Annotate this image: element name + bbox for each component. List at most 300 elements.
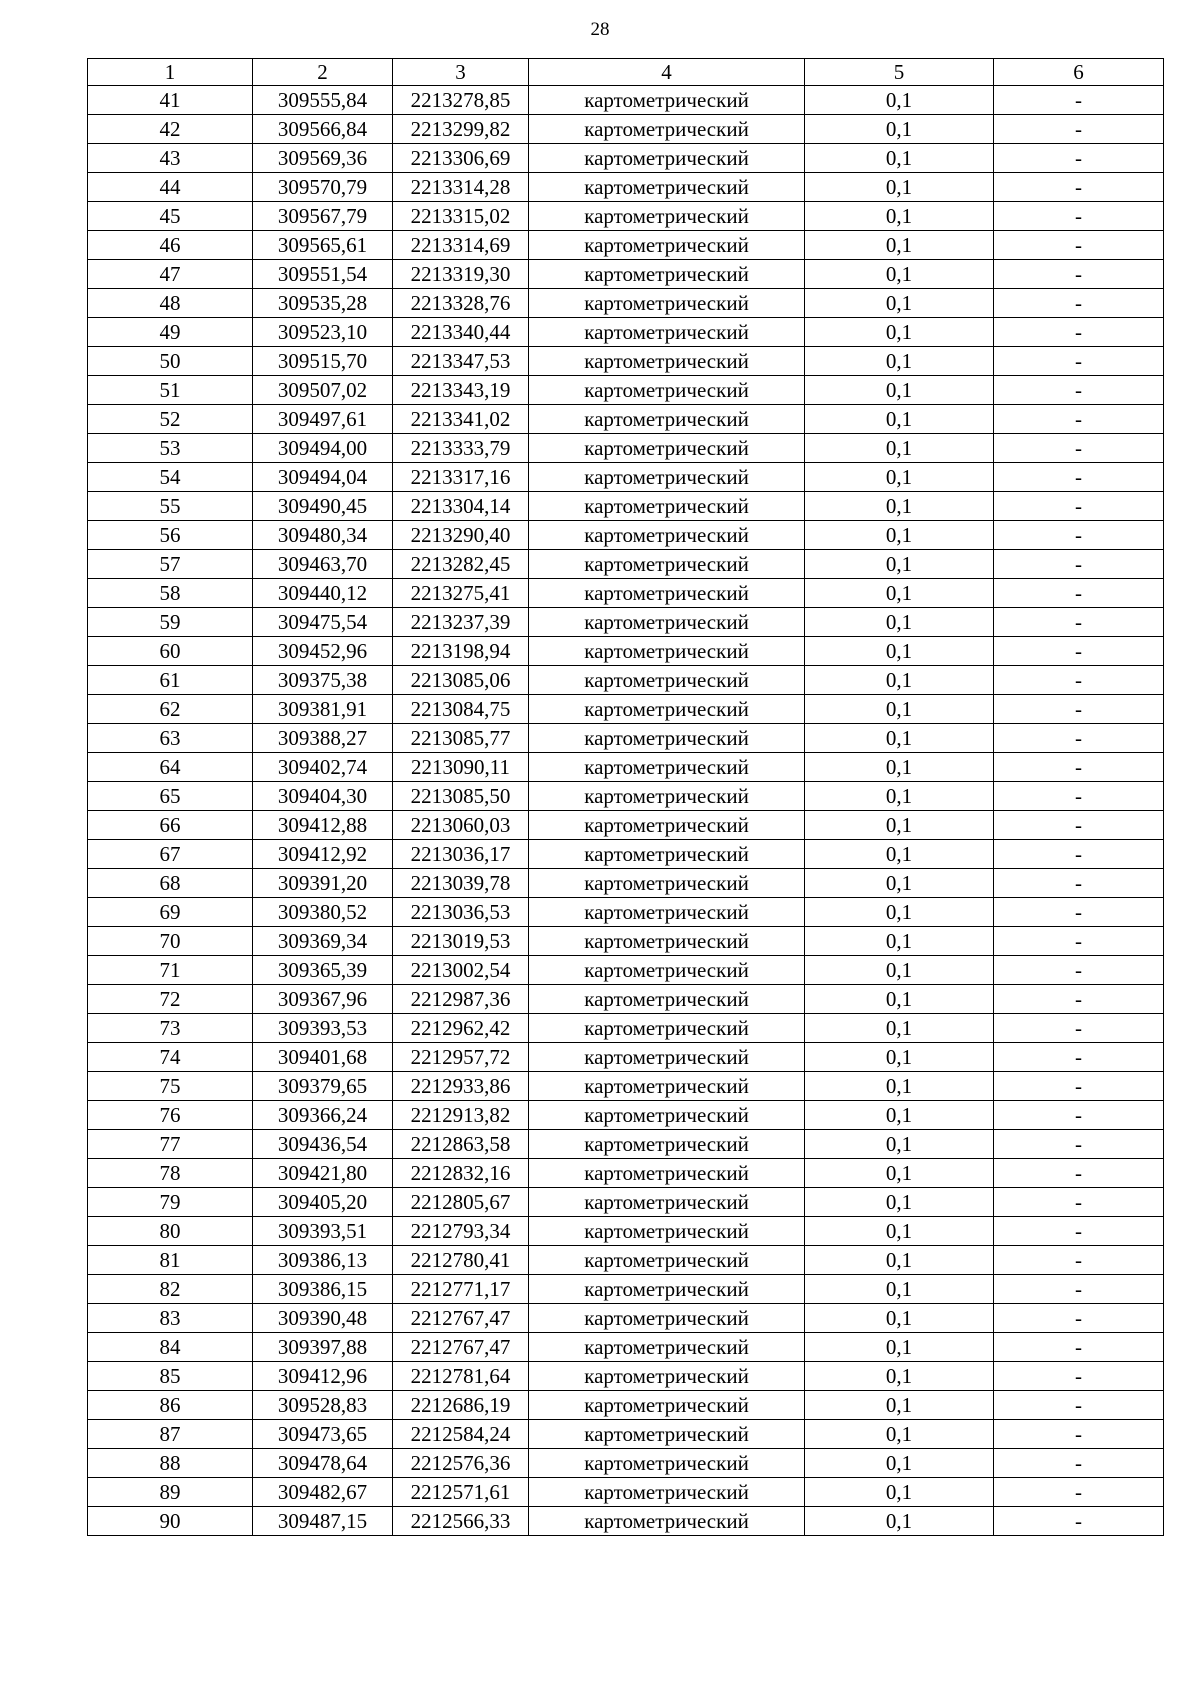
table-row [88, 1362, 1164, 1391]
description-cell: - [994, 666, 1164, 695]
x-coordinate-cell: 309497,61 [253, 405, 393, 434]
x-coordinate-cell: 309440,12 [253, 579, 393, 608]
header-row [88, 59, 1164, 86]
table-row [88, 1159, 1164, 1188]
y-coordinate-cell: 2213278,85 [393, 86, 529, 115]
x-coordinate-cell: 309393,51 [253, 1217, 393, 1246]
table-row [88, 1072, 1164, 1101]
accuracy-cell: 0,1 [805, 1362, 994, 1391]
x-coordinate-cell: 309380,52 [253, 898, 393, 927]
method-cell: картометрический [529, 1101, 805, 1130]
y-coordinate-cell: 2213275,41 [393, 579, 529, 608]
table-row [88, 927, 1164, 956]
table-row [88, 985, 1164, 1014]
accuracy-cell: 0,1 [805, 1217, 994, 1246]
x-coordinate-cell: 309366,24 [253, 1101, 393, 1130]
y-coordinate-cell: 2213317,16 [393, 463, 529, 492]
accuracy-cell: 0,1 [805, 811, 994, 840]
accuracy-cell: 0,1 [805, 1101, 994, 1130]
description-cell: - [994, 1217, 1164, 1246]
x-coordinate-cell: 309386,15 [253, 1275, 393, 1304]
accuracy-cell: 0,1 [805, 434, 994, 463]
point-number-cell: 49 [88, 318, 253, 347]
y-coordinate-cell: 2213314,69 [393, 231, 529, 260]
point-number-cell: 61 [88, 666, 253, 695]
table-row [88, 666, 1164, 695]
description-cell: - [994, 1507, 1164, 1536]
accuracy-cell: 0,1 [805, 318, 994, 347]
accuracy-cell: 0,1 [805, 666, 994, 695]
table-row [88, 695, 1164, 724]
description-cell: - [994, 144, 1164, 173]
table-row [88, 550, 1164, 579]
method-cell: картометрический [529, 231, 805, 260]
method-cell: картометрический [529, 144, 805, 173]
method-cell: картометрический [529, 463, 805, 492]
method-cell: картометрический [529, 86, 805, 115]
description-cell: - [994, 1130, 1164, 1159]
x-coordinate-cell: 309555,84 [253, 86, 393, 115]
x-coordinate-cell: 309381,91 [253, 695, 393, 724]
x-coordinate-cell: 309475,54 [253, 608, 393, 637]
accuracy-cell: 0,1 [805, 202, 994, 231]
table-row [88, 811, 1164, 840]
table-row [88, 521, 1164, 550]
description-cell: - [994, 202, 1164, 231]
description-cell: - [994, 318, 1164, 347]
accuracy-cell: 0,1 [805, 782, 994, 811]
y-coordinate-cell: 2213340,44 [393, 318, 529, 347]
method-cell: картометрический [529, 521, 805, 550]
description-cell: - [994, 1043, 1164, 1072]
x-coordinate-cell: 309388,27 [253, 724, 393, 753]
x-coordinate-cell: 309365,39 [253, 956, 393, 985]
x-coordinate-cell: 309566,84 [253, 115, 393, 144]
accuracy-cell: 0,1 [805, 1507, 994, 1536]
description-cell: - [994, 1014, 1164, 1043]
method-cell: картометрический [529, 608, 805, 637]
y-coordinate-cell: 2213333,79 [393, 434, 529, 463]
accuracy-cell: 0,1 [805, 347, 994, 376]
method-cell: картометрический [529, 1478, 805, 1507]
point-number-cell: 82 [88, 1275, 253, 1304]
description-cell: - [994, 753, 1164, 782]
page-number: 28 [590, 19, 610, 40]
point-number-cell: 75 [88, 1072, 253, 1101]
description-cell: - [994, 869, 1164, 898]
x-coordinate-cell: 309528,83 [253, 1391, 393, 1420]
table-row [88, 173, 1164, 202]
table-row [88, 463, 1164, 492]
method-cell: картометрический [529, 811, 805, 840]
point-number-cell: 62 [88, 695, 253, 724]
description-cell: - [994, 1101, 1164, 1130]
description-cell: - [994, 927, 1164, 956]
description-cell: - [994, 1362, 1164, 1391]
accuracy-cell: 0,1 [805, 86, 994, 115]
y-coordinate-cell: 2213198,94 [393, 637, 529, 666]
y-coordinate-cell: 2212767,47 [393, 1304, 529, 1333]
accuracy-cell: 0,1 [805, 579, 994, 608]
y-coordinate-cell: 2213304,14 [393, 492, 529, 521]
table-row [88, 608, 1164, 637]
description-cell: - [994, 115, 1164, 144]
method-cell: картометрический [529, 1275, 805, 1304]
method-cell: картометрический [529, 550, 805, 579]
point-number-cell: 50 [88, 347, 253, 376]
point-number-cell: 78 [88, 1159, 253, 1188]
accuracy-cell: 0,1 [805, 898, 994, 927]
y-coordinate-cell: 2213039,78 [393, 869, 529, 898]
accuracy-cell: 0,1 [805, 1130, 994, 1159]
x-coordinate-cell: 309570,79 [253, 173, 393, 202]
method-cell: картометрический [529, 173, 805, 202]
y-coordinate-cell: 2212781,64 [393, 1362, 529, 1391]
table-row [88, 376, 1164, 405]
point-number-cell: 43 [88, 144, 253, 173]
point-number-cell: 68 [88, 869, 253, 898]
y-coordinate-cell: 2212576,36 [393, 1449, 529, 1478]
x-coordinate-cell: 309551,54 [253, 260, 393, 289]
accuracy-cell: 0,1 [805, 869, 994, 898]
point-number-cell: 58 [88, 579, 253, 608]
method-cell: картометрический [529, 579, 805, 608]
y-coordinate-cell: 2213282,45 [393, 550, 529, 579]
method-cell: картометрический [529, 492, 805, 521]
y-coordinate-cell: 2213347,53 [393, 347, 529, 376]
accuracy-cell: 0,1 [805, 1188, 994, 1217]
description-cell: - [994, 1449, 1164, 1478]
y-coordinate-cell: 2213019,53 [393, 927, 529, 956]
point-number-cell: 60 [88, 637, 253, 666]
description-cell: - [994, 811, 1164, 840]
method-cell: картометрический [529, 869, 805, 898]
description-cell: - [994, 86, 1164, 115]
method-cell: картометрический [529, 376, 805, 405]
point-number-cell: 76 [88, 1101, 253, 1130]
method-cell: картометрический [529, 637, 805, 666]
table-row [88, 1420, 1164, 1449]
x-coordinate-cell: 309412,88 [253, 811, 393, 840]
point-number-cell: 65 [88, 782, 253, 811]
y-coordinate-cell: 2213085,50 [393, 782, 529, 811]
point-number-cell: 45 [88, 202, 253, 231]
method-cell: картометрический [529, 289, 805, 318]
y-coordinate-cell: 2212566,33 [393, 1507, 529, 1536]
method-cell: картометрический [529, 260, 805, 289]
method-cell: картометрический [529, 724, 805, 753]
description-cell: - [994, 1072, 1164, 1101]
description-cell: - [994, 1333, 1164, 1362]
table-row [88, 869, 1164, 898]
y-coordinate-cell: 2213237,39 [393, 608, 529, 637]
y-coordinate-cell: 2212913,82 [393, 1101, 529, 1130]
method-cell: картометрический [529, 1130, 805, 1159]
description-cell: - [994, 434, 1164, 463]
table-row [88, 1275, 1164, 1304]
accuracy-cell: 0,1 [805, 1043, 994, 1072]
description-cell: - [994, 1391, 1164, 1420]
accuracy-cell: 0,1 [805, 1159, 994, 1188]
method-cell: картометрический [529, 1333, 805, 1362]
description-cell: - [994, 1246, 1164, 1275]
point-number-cell: 83 [88, 1304, 253, 1333]
column-header: 3 [393, 59, 529, 86]
table-row [88, 1217, 1164, 1246]
accuracy-cell: 0,1 [805, 1391, 994, 1420]
method-cell: картометрический [529, 1014, 805, 1043]
x-coordinate-cell: 309367,96 [253, 985, 393, 1014]
y-coordinate-cell: 2213343,19 [393, 376, 529, 405]
x-coordinate-cell: 309494,04 [253, 463, 393, 492]
description-cell: - [994, 1420, 1164, 1449]
table-row [88, 231, 1164, 260]
method-cell: картометрический [529, 956, 805, 985]
x-coordinate-cell: 309379,65 [253, 1072, 393, 1101]
description-cell: - [994, 405, 1164, 434]
method-cell: картометрический [529, 782, 805, 811]
table-row [88, 86, 1164, 115]
accuracy-cell: 0,1 [805, 173, 994, 202]
x-coordinate-cell: 309452,96 [253, 637, 393, 666]
x-coordinate-cell: 309436,54 [253, 1130, 393, 1159]
x-coordinate-cell: 309507,02 [253, 376, 393, 405]
y-coordinate-cell: 2213328,76 [393, 289, 529, 318]
accuracy-cell: 0,1 [805, 260, 994, 289]
accuracy-cell: 0,1 [805, 637, 994, 666]
accuracy-cell: 0,1 [805, 1333, 994, 1362]
table-row [88, 637, 1164, 666]
column-header: 2 [253, 59, 393, 86]
x-coordinate-cell: 309482,67 [253, 1478, 393, 1507]
description-cell: - [994, 231, 1164, 260]
x-coordinate-cell: 309515,70 [253, 347, 393, 376]
accuracy-cell: 0,1 [805, 724, 994, 753]
x-coordinate-cell: 309478,64 [253, 1449, 393, 1478]
point-number-cell: 66 [88, 811, 253, 840]
point-number-cell: 63 [88, 724, 253, 753]
y-coordinate-cell: 2213306,69 [393, 144, 529, 173]
table-row [88, 724, 1164, 753]
description-cell: - [994, 898, 1164, 927]
accuracy-cell: 0,1 [805, 1275, 994, 1304]
table-row [88, 405, 1164, 434]
y-coordinate-cell: 2212933,86 [393, 1072, 529, 1101]
point-number-cell: 59 [88, 608, 253, 637]
description-cell: - [994, 1188, 1164, 1217]
y-coordinate-cell: 2212584,24 [393, 1420, 529, 1449]
x-coordinate-cell: 309412,96 [253, 1362, 393, 1391]
x-coordinate-cell: 309405,20 [253, 1188, 393, 1217]
point-number-cell: 67 [88, 840, 253, 869]
method-cell: картометрический [529, 666, 805, 695]
accuracy-cell: 0,1 [805, 144, 994, 173]
table-row [88, 579, 1164, 608]
y-coordinate-cell: 2213314,28 [393, 173, 529, 202]
method-cell: картометрический [529, 1246, 805, 1275]
y-coordinate-cell: 2213315,02 [393, 202, 529, 231]
table-row [88, 289, 1164, 318]
method-cell: картометрический [529, 1072, 805, 1101]
column-header: 1 [88, 59, 253, 86]
description-cell: - [994, 289, 1164, 318]
table-row [88, 1014, 1164, 1043]
accuracy-cell: 0,1 [805, 956, 994, 985]
table-row [88, 434, 1164, 463]
method-cell: картометрический [529, 405, 805, 434]
table-row [88, 1478, 1164, 1507]
description-cell: - [994, 579, 1164, 608]
coordinates-table [87, 58, 1164, 1536]
description-cell: - [994, 1275, 1164, 1304]
y-coordinate-cell: 2213299,82 [393, 115, 529, 144]
point-number-cell: 84 [88, 1333, 253, 1362]
point-number-cell: 80 [88, 1217, 253, 1246]
point-number-cell: 41 [88, 86, 253, 115]
point-number-cell: 54 [88, 463, 253, 492]
x-coordinate-cell: 309565,61 [253, 231, 393, 260]
point-number-cell: 46 [88, 231, 253, 260]
description-cell: - [994, 173, 1164, 202]
table-row [88, 1507, 1164, 1536]
table-row [88, 492, 1164, 521]
point-number-cell: 56 [88, 521, 253, 550]
point-number-cell: 55 [88, 492, 253, 521]
table-body [88, 86, 1164, 1536]
description-cell: - [994, 724, 1164, 753]
accuracy-cell: 0,1 [805, 927, 994, 956]
column-header: 4 [529, 59, 805, 86]
accuracy-cell: 0,1 [805, 1246, 994, 1275]
y-coordinate-cell: 2212805,67 [393, 1188, 529, 1217]
y-coordinate-cell: 2213290,40 [393, 521, 529, 550]
method-cell: картометрический [529, 898, 805, 927]
y-coordinate-cell: 2213090,11 [393, 753, 529, 782]
y-coordinate-cell: 2213085,06 [393, 666, 529, 695]
x-coordinate-cell: 309390,48 [253, 1304, 393, 1333]
y-coordinate-cell: 2212771,17 [393, 1275, 529, 1304]
table-row [88, 840, 1164, 869]
y-coordinate-cell: 2213085,77 [393, 724, 529, 753]
x-coordinate-cell: 309535,28 [253, 289, 393, 318]
x-coordinate-cell: 309391,20 [253, 869, 393, 898]
y-coordinate-cell: 2212767,47 [393, 1333, 529, 1362]
method-cell: картометрический [529, 202, 805, 231]
point-number-cell: 48 [88, 289, 253, 318]
point-number-cell: 71 [88, 956, 253, 985]
description-cell: - [994, 521, 1164, 550]
description-cell: - [994, 1304, 1164, 1333]
accuracy-cell: 0,1 [805, 985, 994, 1014]
point-number-cell: 64 [88, 753, 253, 782]
point-number-cell: 70 [88, 927, 253, 956]
point-number-cell: 79 [88, 1188, 253, 1217]
method-cell: картометрический [529, 318, 805, 347]
method-cell: картометрический [529, 434, 805, 463]
point-number-cell: 81 [88, 1246, 253, 1275]
accuracy-cell: 0,1 [805, 463, 994, 492]
method-cell: картометрический [529, 1159, 805, 1188]
description-cell: - [994, 1159, 1164, 1188]
y-coordinate-cell: 2213036,53 [393, 898, 529, 927]
point-number-cell: 42 [88, 115, 253, 144]
y-coordinate-cell: 2212962,42 [393, 1014, 529, 1043]
y-coordinate-cell: 2213341,02 [393, 405, 529, 434]
description-cell: - [994, 260, 1164, 289]
x-coordinate-cell: 309404,30 [253, 782, 393, 811]
x-coordinate-cell: 309473,65 [253, 1420, 393, 1449]
point-number-cell: 88 [88, 1449, 253, 1478]
accuracy-cell: 0,1 [805, 492, 994, 521]
y-coordinate-cell: 2213002,54 [393, 956, 529, 985]
x-coordinate-cell: 309402,74 [253, 753, 393, 782]
point-number-cell: 90 [88, 1507, 253, 1536]
description-cell: - [994, 782, 1164, 811]
y-coordinate-cell: 2212987,36 [393, 985, 529, 1014]
accuracy-cell: 0,1 [805, 695, 994, 724]
point-number-cell: 69 [88, 898, 253, 927]
description-cell: - [994, 637, 1164, 666]
accuracy-cell: 0,1 [805, 521, 994, 550]
method-cell: картометрический [529, 840, 805, 869]
y-coordinate-cell: 2212832,16 [393, 1159, 529, 1188]
table-row [88, 956, 1164, 985]
accuracy-cell: 0,1 [805, 608, 994, 637]
x-coordinate-cell: 309369,34 [253, 927, 393, 956]
x-coordinate-cell: 309386,13 [253, 1246, 393, 1275]
method-cell: картометрический [529, 1449, 805, 1478]
x-coordinate-cell: 309401,68 [253, 1043, 393, 1072]
table-row [88, 753, 1164, 782]
accuracy-cell: 0,1 [805, 289, 994, 318]
accuracy-cell: 0,1 [805, 376, 994, 405]
point-number-cell: 44 [88, 173, 253, 202]
description-cell: - [994, 550, 1164, 579]
x-coordinate-cell: 309487,15 [253, 1507, 393, 1536]
y-coordinate-cell: 2212780,41 [393, 1246, 529, 1275]
table-row [88, 260, 1164, 289]
method-cell: картометрический [529, 1188, 805, 1217]
column-header: 5 [805, 59, 994, 86]
method-cell: картометрический [529, 1304, 805, 1333]
accuracy-cell: 0,1 [805, 405, 994, 434]
accuracy-cell: 0,1 [805, 550, 994, 579]
method-cell: картометрический [529, 1391, 805, 1420]
x-coordinate-cell: 309397,88 [253, 1333, 393, 1362]
x-coordinate-cell: 309480,34 [253, 521, 393, 550]
method-cell: картометрический [529, 115, 805, 144]
table-row [88, 318, 1164, 347]
table-row [88, 898, 1164, 927]
method-cell: картометрический [529, 753, 805, 782]
y-coordinate-cell: 2212793,34 [393, 1217, 529, 1246]
point-number-cell: 74 [88, 1043, 253, 1072]
description-cell: - [994, 956, 1164, 985]
description-cell: - [994, 840, 1164, 869]
table-row [88, 1246, 1164, 1275]
description-cell: - [994, 347, 1164, 376]
method-cell: картометрический [529, 1362, 805, 1391]
y-coordinate-cell: 2213319,30 [393, 260, 529, 289]
x-coordinate-cell: 309494,00 [253, 434, 393, 463]
accuracy-cell: 0,1 [805, 1449, 994, 1478]
description-cell: - [994, 376, 1164, 405]
table-row [88, 347, 1164, 376]
table-row [88, 782, 1164, 811]
method-cell: картометрический [529, 985, 805, 1014]
y-coordinate-cell: 2212863,58 [393, 1130, 529, 1159]
point-number-cell: 85 [88, 1362, 253, 1391]
